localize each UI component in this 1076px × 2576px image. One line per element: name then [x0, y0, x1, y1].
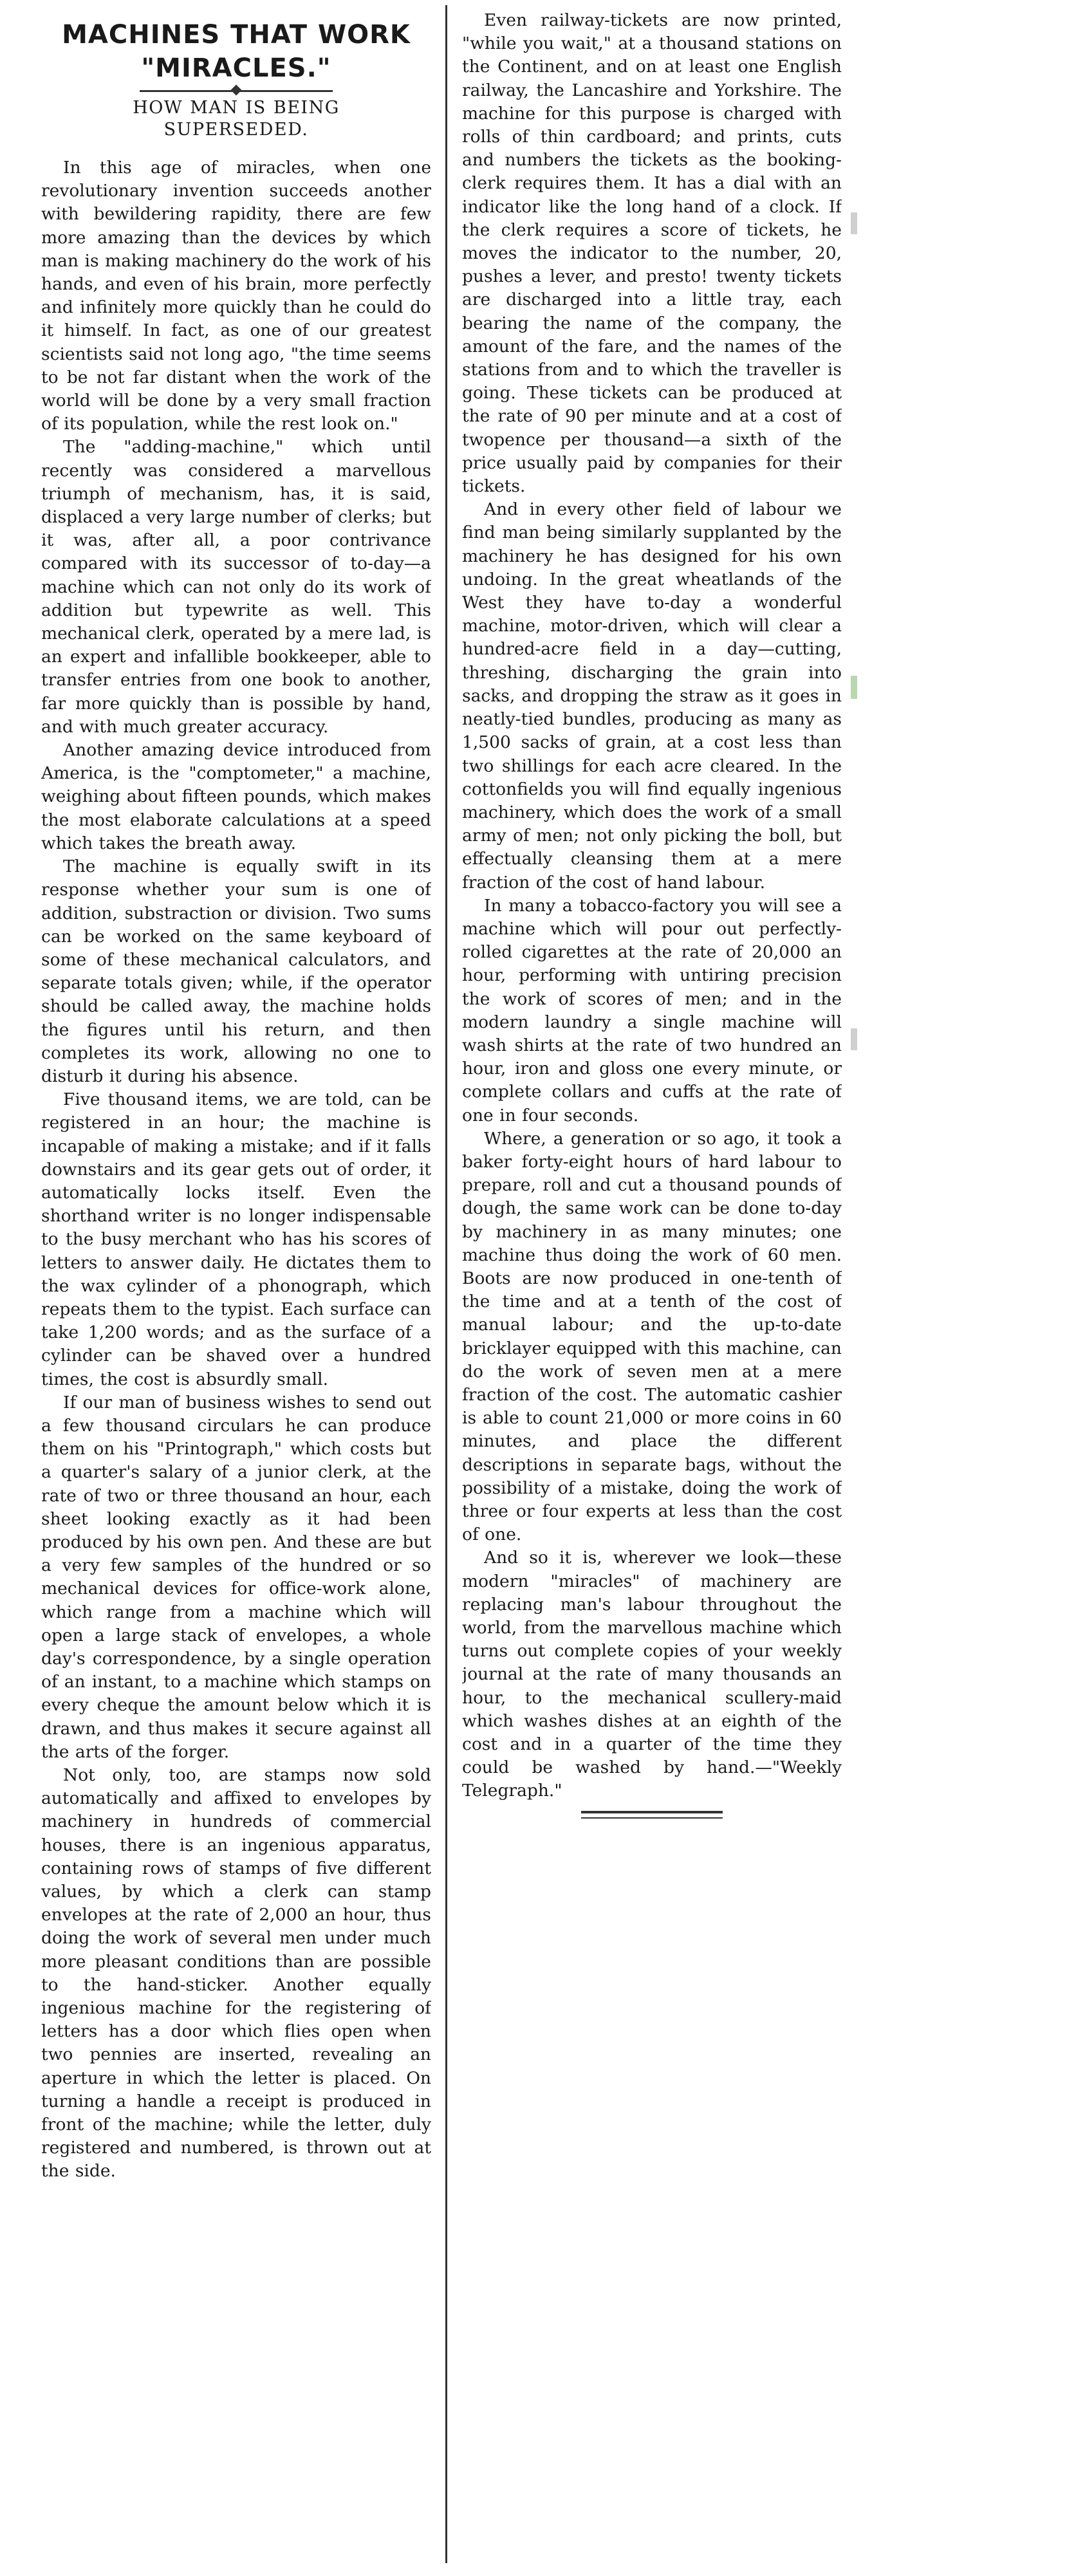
end-rule-thin: [581, 1817, 723, 1819]
paragraph: The machine is equally swift in its response whether your sum is one of addition, substraction or division. Two sums can be worked on the same keyboard of some of these mechanical calculators, and separate totals given; while, if the operator should be called away, the machine holds the figures until his return, and then completes its work, allowing no one to disturb it during his absence.: [41, 857, 431, 1086]
subheadline: HOW MAN IS BEING SUPERSEDED.: [133, 98, 340, 140]
margin-mark: [851, 676, 857, 699]
headline-line-1: MACHINES THAT WORK: [62, 20, 411, 50]
headline-line-2: "MIRACLES.": [141, 53, 331, 83]
paragraph: And in every other field of labour we find man being similarly supplanted by the machinery he has designed for his own undoing. In the great wheatlands of the West they have to-day a wonderful machine, motor-driven, which will clear a hundred-acre field in a day—cutting, threshing, discharging the grain into sacks, and dropping the straw as it goes in neatly-tied bundles, producing as many as 1,500 sacks of grain, at a cost less than two shillings for each acre cleared. In the cottonfields you will find equally ingenious machinery, which does the work of a small army of men; not only picking the boll, but effectually cleansing them at a mere fraction of the cost of hand labour.: [462, 499, 842, 893]
diamond-ornament-icon: [231, 85, 242, 96]
right-column: [462, 9, 842, 2567]
paragraph: Five thousand items, we are told, can be registered in an hour; the machine is incapable of making a mistake; and if it falls downstairs and its gear gets out of order, it automatically locks itself. Even the shorthand writer is no longer indispensable to the busy merchant who has his scores of letters to answer daily. He dictates them to the wax cylinder of a phonograph, which repeats them to the typist. Each surface can take 1,200 words; and as the surface of a cylinder can be shaved over a hundred times, the cost is absurdly small.: [41, 1089, 431, 1389]
end-rule: [581, 1811, 723, 1813]
headline: [41, 18, 431, 85]
paragraph: Even railway-tickets are now printed, "while you wait," at a thousand stations on the Continent, and on at least one English railway, the Lancashire and Yorkshire. The machine for this purpose is charged with rolls of thin cardboard; and prints, cuts and numbers the tickets as the booking-clerk requires them. It has a dial with an indicator like the long hand of a clock. If the clerk requires a score of tickets, he moves the indicator to the number, 20, pushes a lever, and presto! twenty tickets are discharged into a little tray, each bearing the name of the company, the amount of the fare, and the names of the stations from and to which the traveller is going. These tickets can be produced at the rate of 90 per minute and at a cost of twopence per thousand—a sixth of the price usually paid by companies for their tickets.: [462, 10, 842, 497]
paragraph: Another amazing device introduced from America, is the "comptometer," a machine, weighing about fifteen pounds, which makes the most elaborate calculations at a speed which takes the breath away.: [41, 740, 431, 853]
margin-mark: [851, 1028, 857, 1050]
paragraph: Not only, too, are stamps now sold automatically and affixed to envelopes by machinery in hundreds of commercial houses, there is an ingenious apparatus, containing rows of stamps of five different values, by which a clerk can stamp envelopes at the rate of 2,000 an hour, thus doing the work of several men under much more pleasant conditions than are possible to the hand-sticker. Another equally ingenious machine for the registering of letters has a door which flies open when two pennies are inserted, revealing an aperture in which the letter is placed. On turning a handle a receipt is produced in front of the machine; while the letter, duly registered and numbered, is thrown out at the side.: [41, 1765, 431, 2182]
paragraph: In this age of miracles, when one revolutionary invention succeeds another with bewildering rapidity, there are few more amazing than the devices by which man is making machinery do the work of his hands, and even of his brain, more perfectly and infinitely more quickly than he could do it himself. In fact, as one of our greatest scientists said not long ago, "the time seems to be not far distant when the work of the world will be done by a very small fraction of its population, while the rest look on.": [41, 158, 431, 434]
paragraph: If our man of business wishes to send out a few thousand circulars he can produce them on his "Printograph," which costs but a quarter's salary of a junior clerk, at the rate of two or three thousand an hour, each sheet looking exactly as it had been produced by his own pen. And these are but a very few samples of the hundred or so mechanical devices for office-work alone, which range from a machine which will open a large stack of envelopes, a whole day's correspondence, by a single operation of an instant, to a machine which stamps on every cheque the amount below which it is drawn, and thus makes it secure against all the arts of the forger.: [41, 1392, 431, 1762]
headline-divider: [140, 90, 333, 92]
paragraph: Where, a generation or so ago, it took a baker forty-eight hours of hard labour to prepare, roll and cut a thousand pounds of dough, the same work can be done to-day by machinery in as many minutes; one machine thus doing the work of 60 men. Boots are now produced in one-tenth of the time and at a tenth of the cost of manual labour; and the up-to-date bricklayer equipped with this machine, can do the work of seven men at a mere fraction of the cost. The automatic cashier is able to count 21,000 or more coins in 60 minutes, and place the different descriptions in separate bags, without the possibility of a mistake, doing the work of three or four experts at less than the cost of one.: [462, 1128, 842, 1545]
column-divider: [445, 5, 447, 2563]
paragraph: The "adding-machine," which until recently was considered a marvellous triumph of mechanism, has, it is said, displaced a very large number of clerks; but it was, after all, a poor contrivance compared with its successor of to-day—a machine which can not only do its work of addition but typewrite as well. This mechanical clerk, operated by a mere lad, is an expert and infallible bookkeeper, able to transfer entries from one book to another, far more quickly than is possible by hand, and with much greater accuracy.: [41, 437, 431, 737]
paragraph: In many a tobacco-factory you will see a machine which will pour out perfectly-rolled cigarettes at the rate of 20,000 an hour, performing with untiring precision the work of scores of men; and in the modern laundry a single machine will wash shirts at the rate of two hundred an hour, iron and gloss one every minute, or complete collars and cuffs at the rate of one in four seconds.: [462, 895, 842, 1126]
left-column: [41, 9, 431, 2567]
paragraph: And so it is, wherever we look—these modern "miracles" of machinery are replacing man's labour throughout the world, from the marvellous machine which turns out complete copies of your weekly journal at the rate of many thousands an hour, to the mechanical scullery-maid which washes dishes at an eighth of the cost and in a quarter of the time they could be washed by hand.—"Weekly Telegraph.": [462, 1548, 842, 1801]
margin-mark: [851, 212, 857, 234]
